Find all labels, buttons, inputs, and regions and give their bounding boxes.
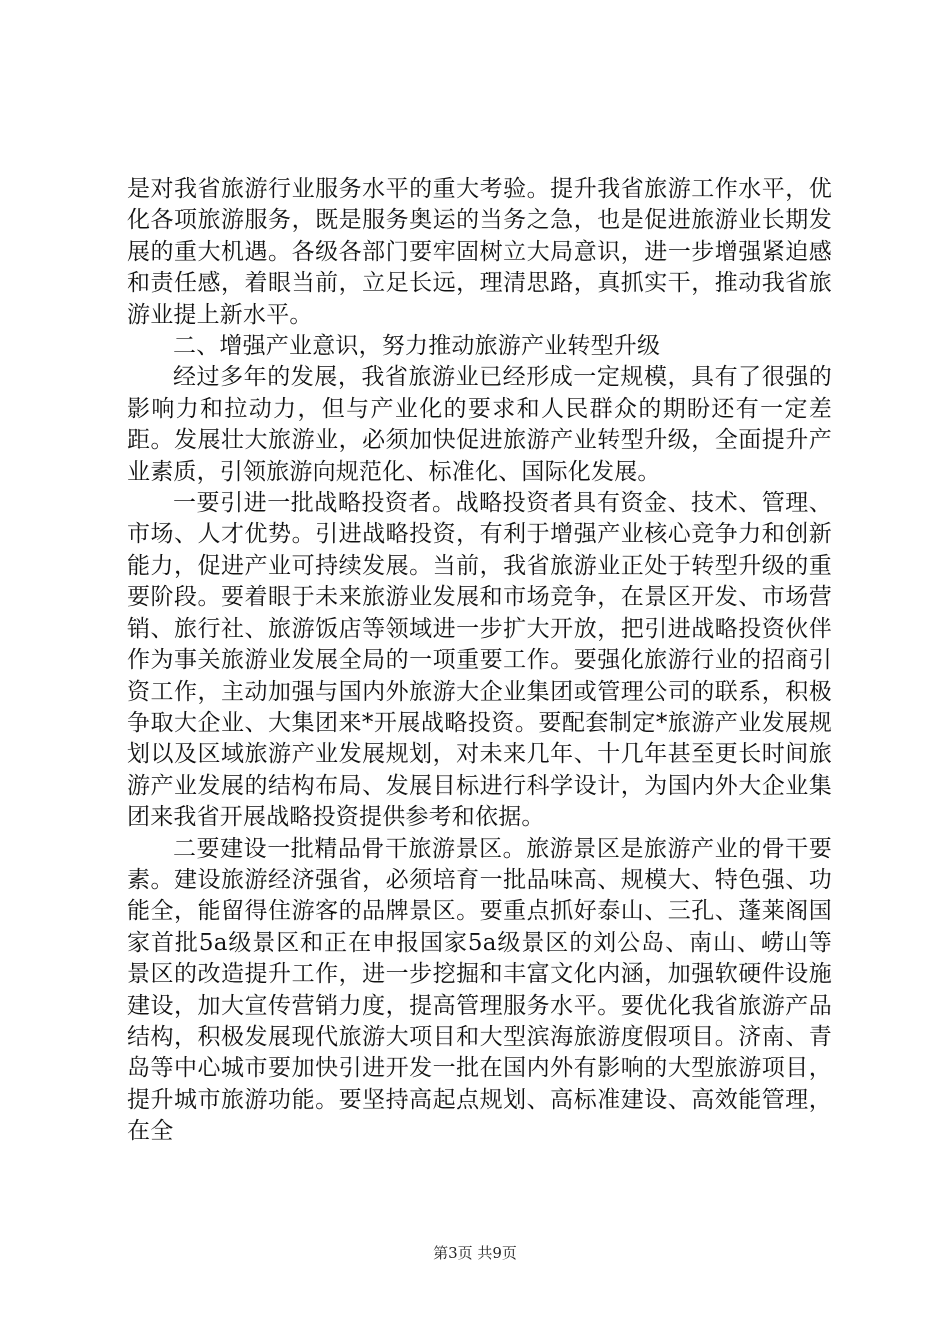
section-heading: 二、增强产业意识，努力推动旅游产业转型升级 <box>173 333 661 360</box>
paragraph-3: 一要引进一批战略投资者。战略投资者具有资金、技术、管理、市场、人才优势。引进战略投资，有利于增强产业核心竞争力和创新能力，促进产业可持续发展。当前，我省旅游业正处于转型升级的重要阶段。要着眼于未来旅游业发展和市场竞争，在景区开发、市场营销、旅行社、旅游饭店等领域进一步扩大开放，把引进战略投资伙伴作为事关旅游业发展全局的一项重要工作。要强化旅游行业的招商引资工作，主动加强与国内外旅游大企业集团或管理公司的联系，积极争取大企业、大集团来*开展战略投资。要配套制定*旅游产业发展规划以及区域旅游产业发展规划，对未来几年、十几年甚至更长时间旅游产业发展的结构布局、发展目标进行科学设计，为国内外大企业集团来我省开展战略投资提供参考和依据。 <box>127 490 832 831</box>
paragraph-4: 二要建设一批精品骨干旅游景区。旅游景区是旅游产业的骨干要素。建设旅游经济强省，必须培育一批品味高、规模大、特色强、功能全，能留得住游客的品牌景区。要重点抓好泰山、三孔、蓬莱阁国家首批5a级景区和正在申报国家5a级景区的刘公岛、南山、崂山等景区的改造提升工作，进一步挖掘和丰富文化内涵，加强软硬件设施建设，加大宣传营销力度，提高管理服务水平。要优化我省旅游产品结构，积极发展现代旅游大项目和大型滨海旅游度假项目。济南、青岛等中心城市要加快引进开发一批在国内外有影响的大型旅游项目，提升城市旅游功能。要坚持高起点规划、高标准建设、高效能管理，在全 <box>127 835 832 1145</box>
document-body <box>127 174 832 1148</box>
paragraph-2: 经过多年的发展，我省旅游业已经形成一定规模，具有了很强的影响力和拉动力，但与产业化的要求和人民群众的期盼还有一定差距。发展壮大旅游业，必须加快促进旅游产业转型升级，全面提升产业素质，引领旅游向规范化、标准化、国际化发展。 <box>127 364 832 485</box>
paragraph-1: 是对我省旅游行业服务水平的重大考验。提升我省旅游工作水平，优化各项旅游服务，既是服务奥运的当务之急，也是促进旅游业长期发展的重大机遇。各级各部门要牢固树立大局意识，进一步增强紧迫感和责任感，着眼当前，立足长远，理清思路，真抓实干，推动我省旅游业提上新水平。 <box>127 176 832 328</box>
page-footer: 第3页 共9页 <box>433 1244 517 1262</box>
